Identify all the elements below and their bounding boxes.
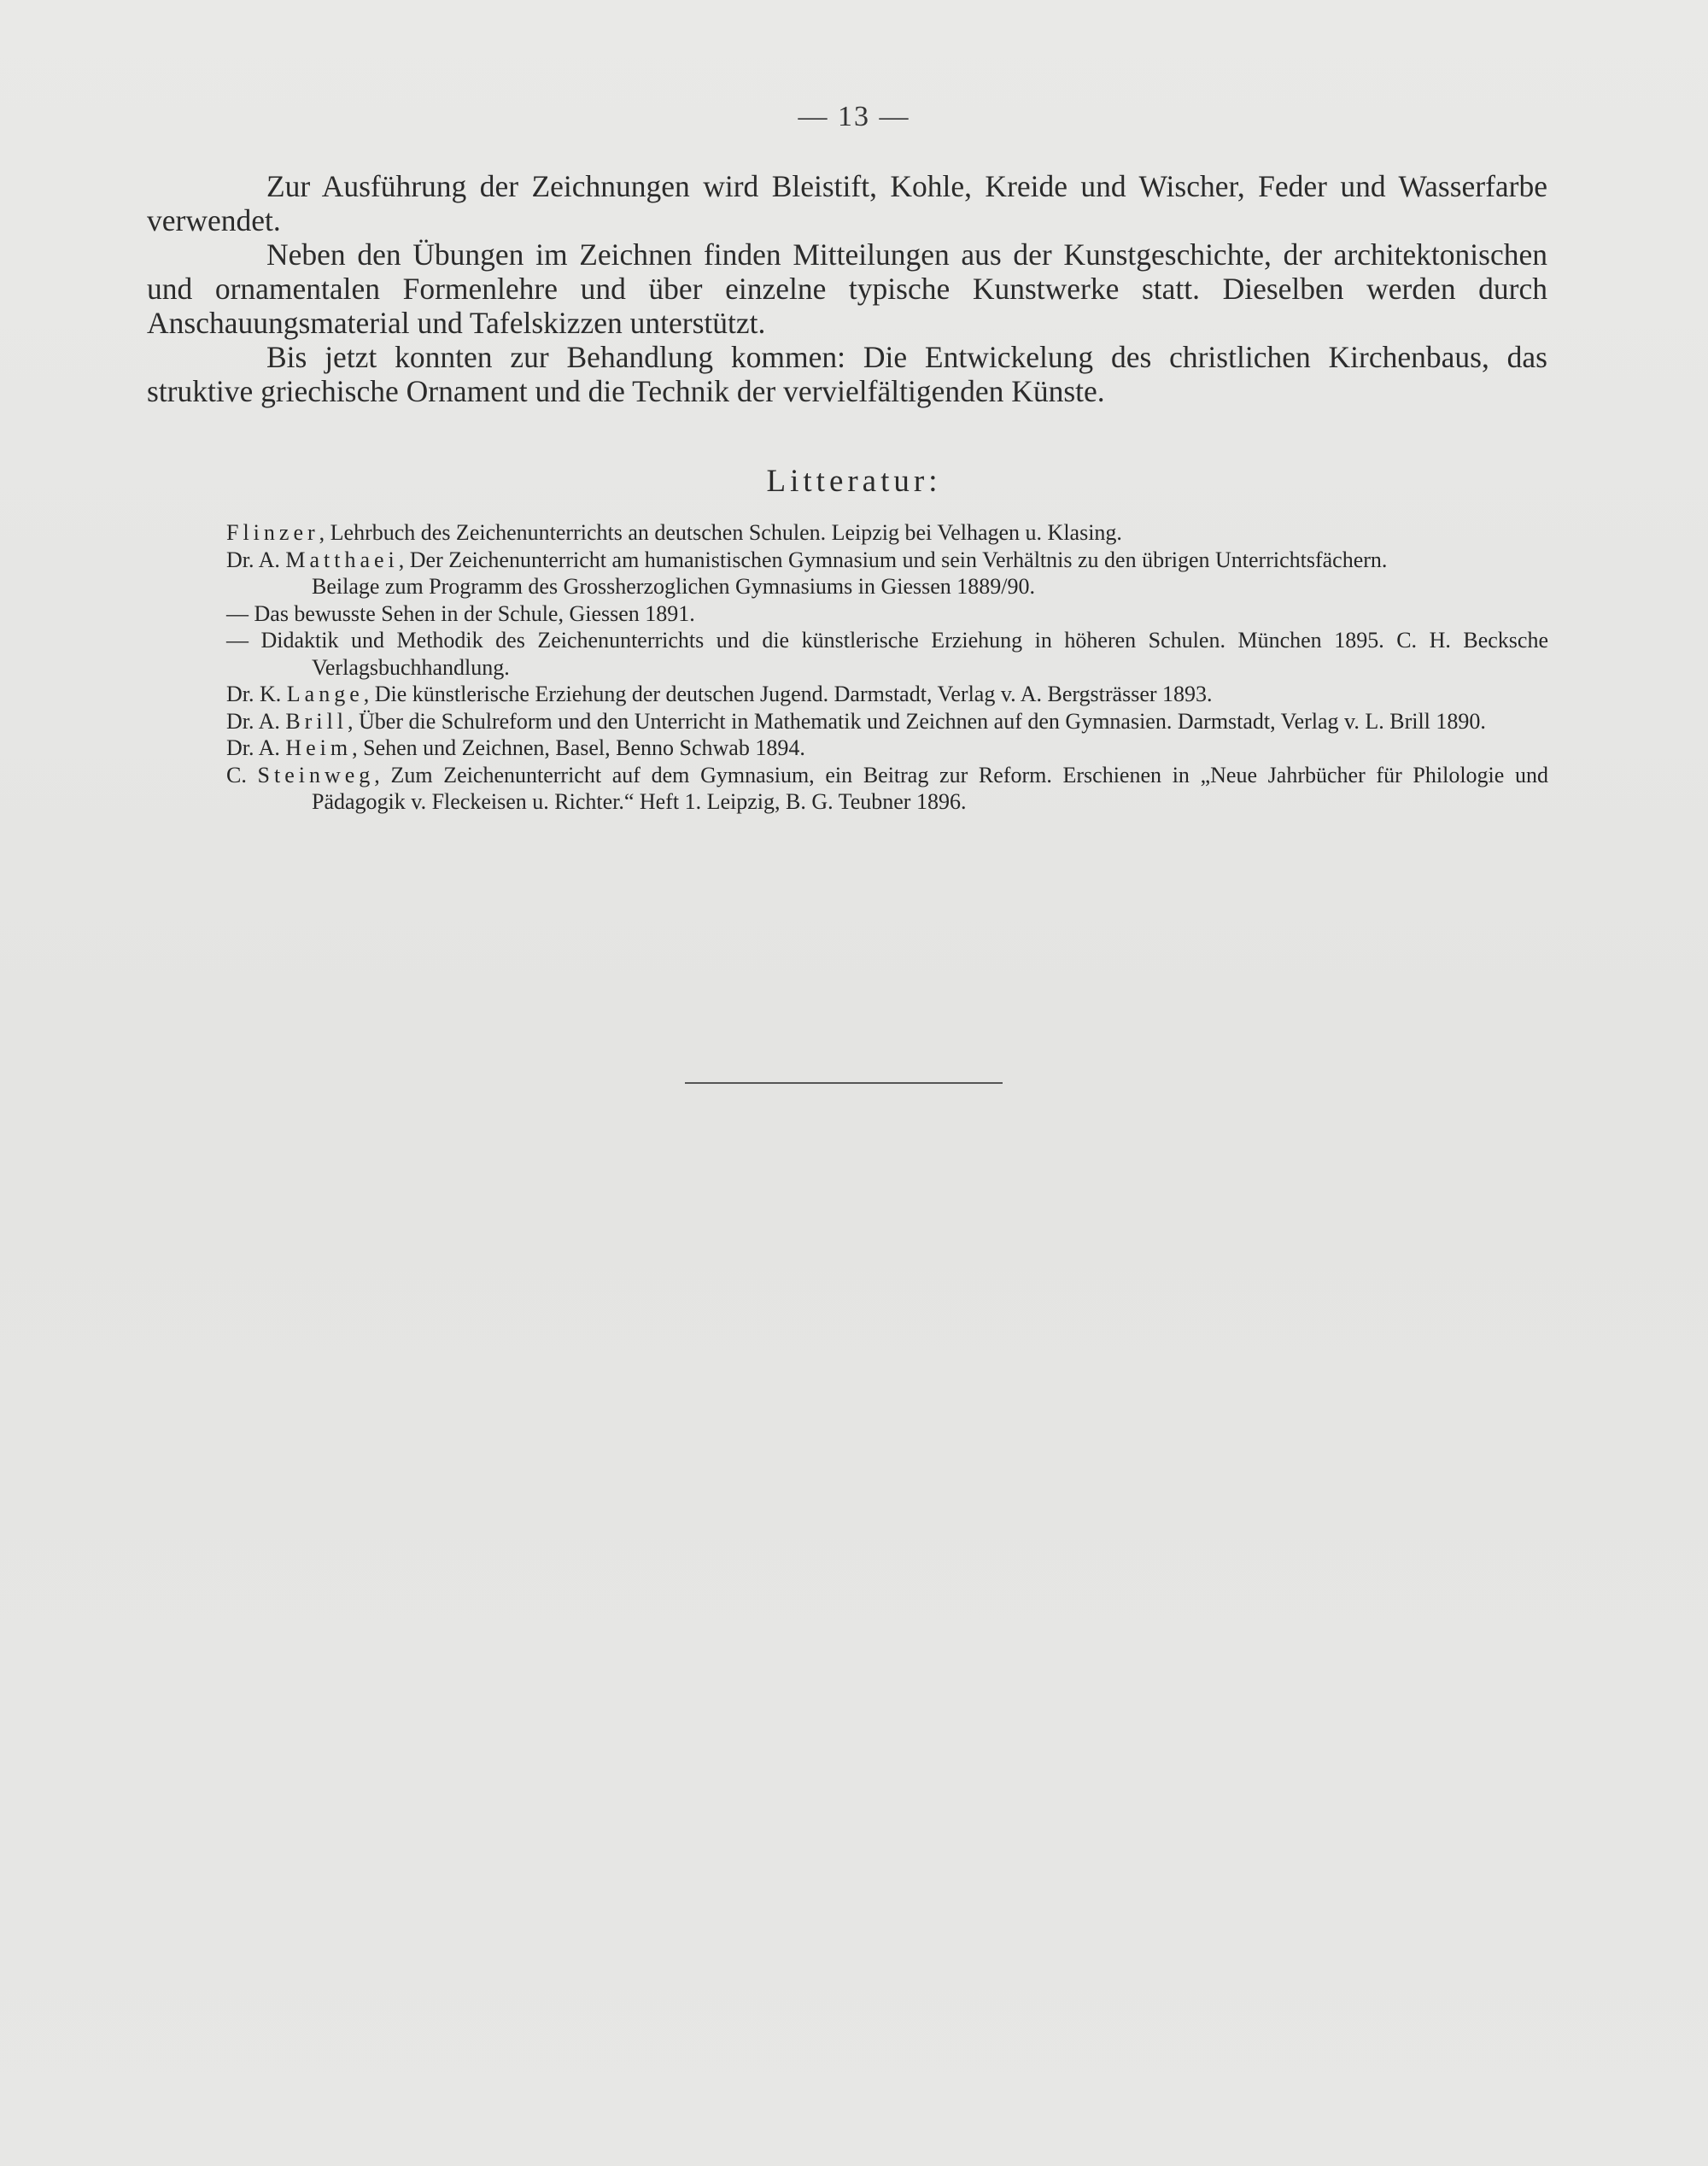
reference-item: C. Steinweg, Zum Zeichenunterricht auf dem Gymnasium, ein Beitrag zur Reform. Erschienen in „Neue Jahrbücher für Philologie und Pädagogik v. Fleckeisen u. Richter.“ Heft 1. Leipzig, B. G. Teubner 1896. [226, 762, 1549, 814]
page-number: — 13 — [798, 101, 910, 132]
reference-item: Dr. A. Heim, Sehen und Zeichnen, Basel, Benno Schwab 1894. [226, 735, 805, 760]
author-name: Steinweg [257, 762, 375, 787]
reference-list [226, 519, 1548, 816]
paragraph-art-history: Neben den Übungen im Zeichnen finden Mitteilungen aus der Kunstgeschichte, der architektonischen und ornamentalen Formenlehre und über einzelne typische Kunstwerke statt. Dieselben werden durch Anschauungsmaterial und Tafelskizzen unterstützt. [147, 237, 1547, 340]
reference-item: Dr. K. Lange, Die künstlerische Erziehung der deutschen Jugend. Darmstadt, Verlag v. A. Bergsträsser 1893. [226, 682, 1213, 706]
author-name: Flinzer [226, 520, 319, 545]
reference-item: — Didaktik und Methodik des Zeichenunterrichts und die künstlerische Erziehung in höheren Schulen. München 1895. C. H. Becksche Verlagsbuchhandlung. [226, 628, 1548, 680]
reference-item: Flinzer, Lehrbuch des Zeichenunterrichts an deutschen Schulen. Leipzig bei Velhagen u. Klasing. [226, 520, 1122, 545]
author-name: Brill [285, 708, 348, 734]
body-text [147, 169, 1547, 408]
section-title: Litteratur: [766, 464, 942, 499]
reference-item: Dr. A. Brill, Über die Schulreform und den Unterricht in Mathematik und Zeichnen auf den Gymnasien. Darmstadt, Verlag v. L. Brill 1890. [226, 708, 1486, 734]
reference-item: Beilage zum Programm des Grossherzoglichen Gymnasiums in Giessen 1889/90. [312, 574, 1036, 599]
paragraph-topics: Bis jetzt konnten zur Behandlung kommen: Die Entwickelung des christlichen Kirchenbaus, das struktive griechische Ornament und die Technik der vervielfältigenden Künste. [147, 340, 1547, 408]
reference-item: — Das bewusste Sehen in der Schule, Giessen 1891. [226, 600, 695, 626]
reference-item: Dr. A. Matthaei, Der Zeichenunterricht am humanistischen Gymnasium und sein Verhältnis zu den übrigen Unterrichtsfächern. [226, 547, 1388, 572]
closing-rule [685, 1082, 1003, 1084]
author-name: Lange [286, 682, 364, 706]
author-name: Matthaei [285, 547, 399, 572]
author-name: Heim [285, 735, 353, 760]
paragraph-materials: Zur Ausführung der Zeichnungen wird Bleistift, Kohle, Kreide und Wischer, Feder und Wasserfarbe verwendet. [147, 169, 1547, 237]
